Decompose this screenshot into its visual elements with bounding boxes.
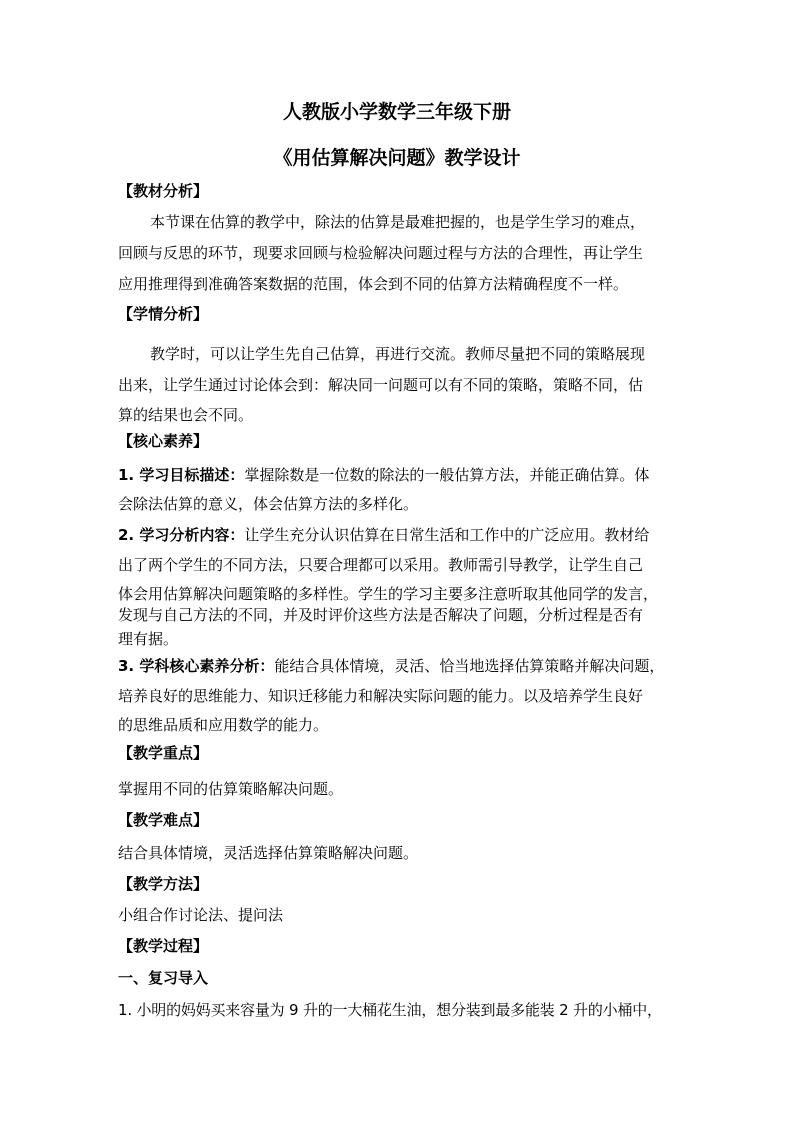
core-item-2-text: 让学生充分认识估算在日常生活和工作中的广泛应用。教材给 [244, 526, 650, 544]
core-item-1-text: 掌握除数是一位数的除法的一般估算方法，并能正确估算。体 [244, 466, 650, 484]
paragraph-line: 应用推理得到准确答案数据的范围，体会到不同的估算方法精确程度不一样。 [118, 275, 629, 293]
core-item-3 [118, 657, 664, 675]
paragraph-line: 体会用估算解决问题策略的多样性。学生的学习主要多注意听取其他同学的发言， [118, 585, 659, 603]
paragraph-line: 出了两个学生的不同方法，只要合理都可以采用。教师需引导教学，让学生自己 [118, 556, 644, 574]
core-item-1 [118, 466, 649, 484]
core-item-2 [118, 526, 649, 544]
core-item-3-label: 3. 学科核心素养分析： [118, 657, 275, 675]
document-subtitle: 《用估算解决问题》教学设计 [273, 147, 521, 169]
paragraph-line: 本节课在估算的教学中，除法的估算是最难把握的，也是学生学习的难点， [150, 213, 646, 231]
section-heading-difficulty: 【教学难点】 [118, 811, 209, 829]
section-heading-core: 【核心素养】 [118, 432, 209, 450]
paragraph-line: 的思维品质和应用数学的能力。 [118, 716, 329, 734]
method-text: 小组合作讨论法、提问法 [118, 906, 284, 924]
section-heading-student: 【学情分析】 [118, 305, 209, 323]
paragraph-line: 回顾与反思的环节，现要求回顾与检验解决问题过程与方法的合理性，再让学生 [118, 244, 644, 262]
paragraph-line: 会除法估算的意义，体会估算方法的多样化。 [118, 495, 419, 513]
paragraph-line: 培养良好的思维能力、知识迁移能力和解决实际问题的能力。以及培养学生良好 [118, 687, 644, 705]
process-subheading: 一、复习导入 [118, 969, 209, 987]
core-item-1-label: 1. 学习目标描述： [118, 466, 245, 484]
paragraph-line: 出来，让学生通过讨论体会到：解决同一问题可以有不同的策略，策略不同，估 [118, 376, 644, 394]
section-heading-method: 【教学方法】 [118, 875, 209, 893]
section-heading-material: 【教材分析】 [118, 182, 209, 200]
section-heading-process: 【教学过程】 [118, 937, 209, 955]
difficulty-text: 结合具体情境，灵活选择估算策略解决问题。 [118, 844, 419, 862]
paragraph-line: 发现与自己方法的不同，并及时评价这些方法是否解决了问题，分析过程是否有 [118, 606, 644, 624]
paragraph-line: 算的结果也会不同。 [118, 406, 254, 424]
paragraph-line: 理有据。 [118, 630, 179, 648]
process-line: 1. 小明的妈妈买来容量为 9 升的一大桶花生油，想分装到最多能装 2 升的小桶中， [118, 1001, 662, 1019]
document-title: 人教版小学数学三年级下册 [282, 101, 511, 123]
paragraph-line: 教学时，可以让学生先自己估算，再进行交流。教师尽量把不同的策略展现 [150, 345, 646, 363]
core-item-3-text: 能结合具体情境，灵活、恰当地选择估算策略并解决问题， [274, 657, 665, 675]
core-item-2-label: 2. 学习分析内容： [118, 526, 245, 544]
focus-text: 掌握用不同的估算策略解决问题。 [118, 780, 344, 798]
section-heading-focus: 【教学重点】 [118, 744, 209, 762]
